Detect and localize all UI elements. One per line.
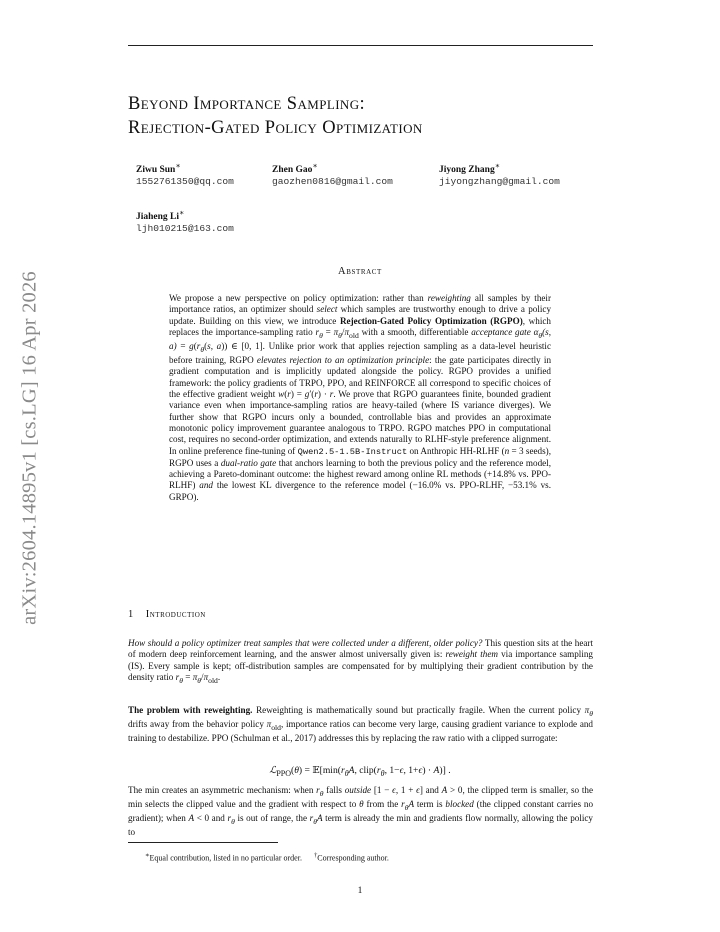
abstract-body: We propose a new perspective on policy optimization: rather than reweighting all samples by their importance ratios, an optimizer should select which samples are trustworthy enough to drive a policy update. Building on this view, we introduce Rejection-Gated Policy Optimization (RGPO), which replaces the importance-sampling ratio $r_\theta = \pi_\theta/\pi_{old}$ with a smooth, differentiable acceptance gate $\alpha_\theta(s$, $a) = g(r_\theta(s$, a)) ∈ [0, 1]. Unlike prior work that applies rejection sampling as a data-level heuristic before training, RGPO elevates rejection to an optimization principle: the gate participates directly in gradient computation and is implicitly updated alongside the policy. RGPO provides a unified framework: the policy gradients of TRPO, PPO, and REINFORCE all correspond to specific choices of the effective gradient weight w(r) = g′(r) · r. We prove that RGPO guarantees finite, bounded gradient variance even when importance-sampling ratios are heavy-tailed (where IS variance diverges). We further show that RGPO incurs only a bounded, controllable bias and provides an approximate monotonic policy improvement guarantee analogous to TRPO. RGPO matches PPO in computational cost, requires no second-order optimization, and extends naturally to RLHF-style preference alignment. In online preference fine-tuning of Qwen2.5-1.5B-Instruct on Anthropic HH-RLHF (n = 3 seeds), RGPO uses a dual-ratio gate that anchors learning to both the previous policy and the reference model, achieving a Pareto-dominant outcome: the highest reward among online RL methods (+14.8% vs. PPO-RLHF) and the lowest KL divergence to the reference model (−16.0% vs. PPO-RLHF, −53.1% vs. GRPO). [169,293,552,502]
section-heading [128,609,206,620]
footnote-equal-contribution: Equal contribution, listed in no particular order. [149,853,302,863]
author-name: Ziwu Sun [136,165,176,176]
footnote-rule [128,842,278,843]
author-mark: ∗ [175,161,181,170]
author-4 [136,207,234,235]
section-title: Introduction [145,609,206,620]
arxiv-identifier-text: arXiv:2604.14895v1 [cs.LG] 16 Apr 2026 [18,271,41,625]
title-line-2: Rejection-Gated Policy Optimization [128,118,423,138]
footnote-corresponding-author: Corresponding author. [317,853,389,863]
author-mark: ∗ [494,161,501,170]
author-mark: ∗ [179,208,185,217]
author-3 [439,160,560,188]
author-mark: ∗ [312,161,318,170]
intro-paragraph-2: The problem with reweighting. Reweighting is mathematically sound but practically fragile. When the current policy $\pi_\theta$ drifts away from the behavior policy $\pi_{old}$, importance ratios can become very large, causing gradient variance to explode and training to destabilize. PPO (Schulman et al., 2017) addresses this by replacing the raw ratio with a clipped surrogate: [128,705,593,744]
title-line-1: Beyond Importance Sampling: [128,94,366,114]
arxiv-identifier-stamp [12,258,48,638]
author-email: jiyongzhang@gmail.com [439,176,560,188]
author-1 [136,160,234,188]
author-email: gaozhen0816@gmail.com [272,176,393,188]
paper-title [128,92,423,140]
author-2 [272,160,393,188]
ppo-clip-equation: ℒ$_{PPO}$(θ) = $𝔼[\min(r_\theta A$, $clip(r_\theta$, 1−ϵ, 1+ϵ) · A)] . [269,765,451,778]
footnotes: ∗Equal contribution, listed in no particular order. †Corresponding author. [145,852,389,863]
intro-paragraph-3: The min creates an asymmetric mechanism: when $r_\theta$ falls outside [1 − ϵ, 1 + ϵ] and A > 0, the clipped term is smaller, so the min selects the clipped value and the gradient with respect to θ from the $r_\theta A$ term is blocked (the clipped constant carries no gradient); when A < 0 and $r_\theta$ is out of range, the $r_\theta A$ term is already the min and gradients flow normally, allowing the policy to [128,785,594,838]
author-name: Jiaheng Li [136,212,180,223]
top-rule [128,45,593,46]
author-name: Zhen Gao [272,165,313,176]
author-email: 1552761350@qq.com [136,176,234,188]
author-name: Jiyong Zhang [439,165,495,176]
section-number: 1 [128,609,134,620]
intro-paragraph-1: How should a policy optimizer treat samples that were collected under a different, older policy? This question sits at the heart of modern deep reinforcement learning, and the answer almost universally given is: reweight them via importance sampling (IS). Every sample is kept; off-distribution samples are compensated for by multiplying their gradient contribution by the density ratio $r_\theta = \pi_\theta/\pi_{old}$. [128,638,593,685]
author-email: ljh010215@163.com [136,223,234,235]
page-number: 1 [357,886,363,896]
abstract-heading: Abstract [338,266,382,277]
